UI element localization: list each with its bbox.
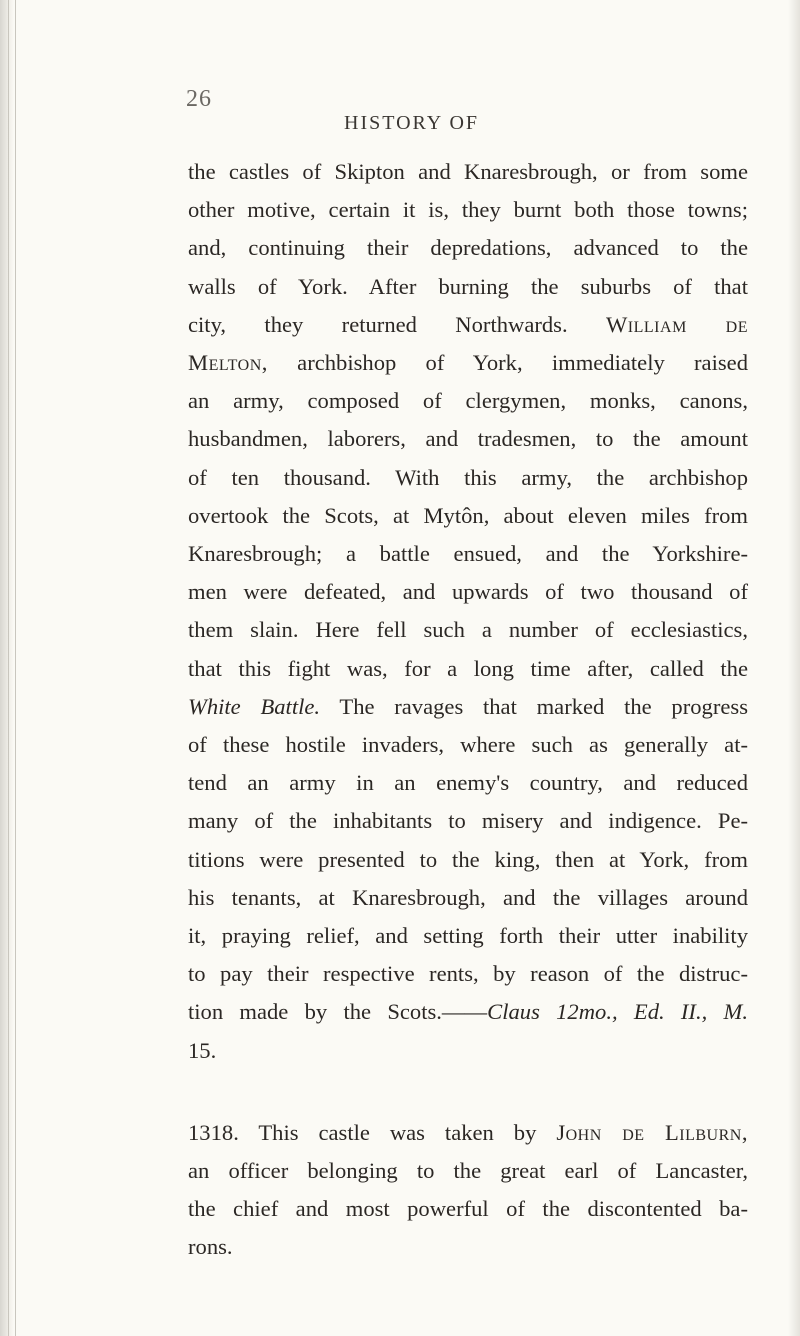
text-line: and, continuing their depredations, advanced to the (188, 235, 748, 261)
paragraph (188, 153, 748, 1070)
person-name: William de (605, 311, 748, 337)
page-spine-shadow (0, 0, 14, 1336)
text-line: the chief and most powerful of the discontented ba- (188, 1196, 748, 1222)
text-line: 15. (188, 1037, 217, 1063)
text-line: Knaresbrough; a battle ensued, and the Yorkshire- (188, 541, 748, 567)
text-line: overtook the Scots, at Mytôn, about eleven miles from (188, 502, 748, 528)
text-line: to pay their respective rents, by reason of the distruc- (188, 961, 748, 987)
text-line: that this fight was, for a long time after, called the (188, 655, 748, 681)
text-line: an army, composed of clergymen, monks, canons, (188, 388, 748, 414)
page-number: 26 (186, 86, 212, 112)
text-line: an officer belonging to the great earl of Lancaster, (188, 1158, 748, 1184)
text-line: men were defeated, and upwards of two thousand of (188, 579, 748, 605)
running-head: HISTORY OF (344, 112, 480, 134)
text-line: many of the inhabitants to misery and indigence. Pe- (188, 808, 748, 834)
text-line: it, praying relief, and setting forth their utter inability (188, 923, 748, 949)
text-line: tion made by the Scots.——Claus 12mo., Ed. II., M. (188, 999, 748, 1025)
paragraph (188, 1114, 748, 1267)
text-line: husbandmen, laborers, and tradesmen, to the amount (188, 426, 748, 452)
battle-name: White Battle. (188, 693, 321, 719)
spine-line (8, 0, 9, 1336)
text-line: the castles of Skipton and Knaresbrough, or from some (188, 159, 748, 184)
page-edge-shadow (788, 0, 800, 1336)
text-line: city, they returned Northwards. William de (188, 311, 748, 337)
text-line: rons. (188, 1234, 233, 1260)
text-line: walls of York. After burning the suburbs of that (188, 273, 748, 299)
text-line: other motive, certain it is, they burnt both those towns; (188, 197, 748, 223)
text-line: tend an army in an enemy's country, and reduced (188, 770, 748, 796)
text-line: of these hostile invaders, where such as generally at- (188, 732, 748, 758)
text-line: titions were presented to the king, then at York, from (188, 846, 748, 872)
person-name: Melton, (188, 350, 268, 376)
text-line: them slain. Here fell such a number of ecclesiastics, (188, 617, 748, 643)
body-text (188, 153, 748, 1267)
spine-line (15, 0, 16, 1336)
text-line: White Battle. The ravages that marked the progress (188, 693, 748, 719)
text-line: 1318. This castle was taken by John de Lilburn, (188, 1119, 748, 1145)
citation: Claus 12mo., Ed. II., M. (487, 999, 748, 1025)
text-line: of ten thousand. With this army, the archbishop (188, 464, 748, 490)
person-name: John de Lilburn, (556, 1119, 748, 1145)
text-line: Melton, archbishop of York, immediately raised (188, 350, 748, 376)
text-line: his tenants, at Knaresbrough, and the villages around (188, 884, 748, 910)
